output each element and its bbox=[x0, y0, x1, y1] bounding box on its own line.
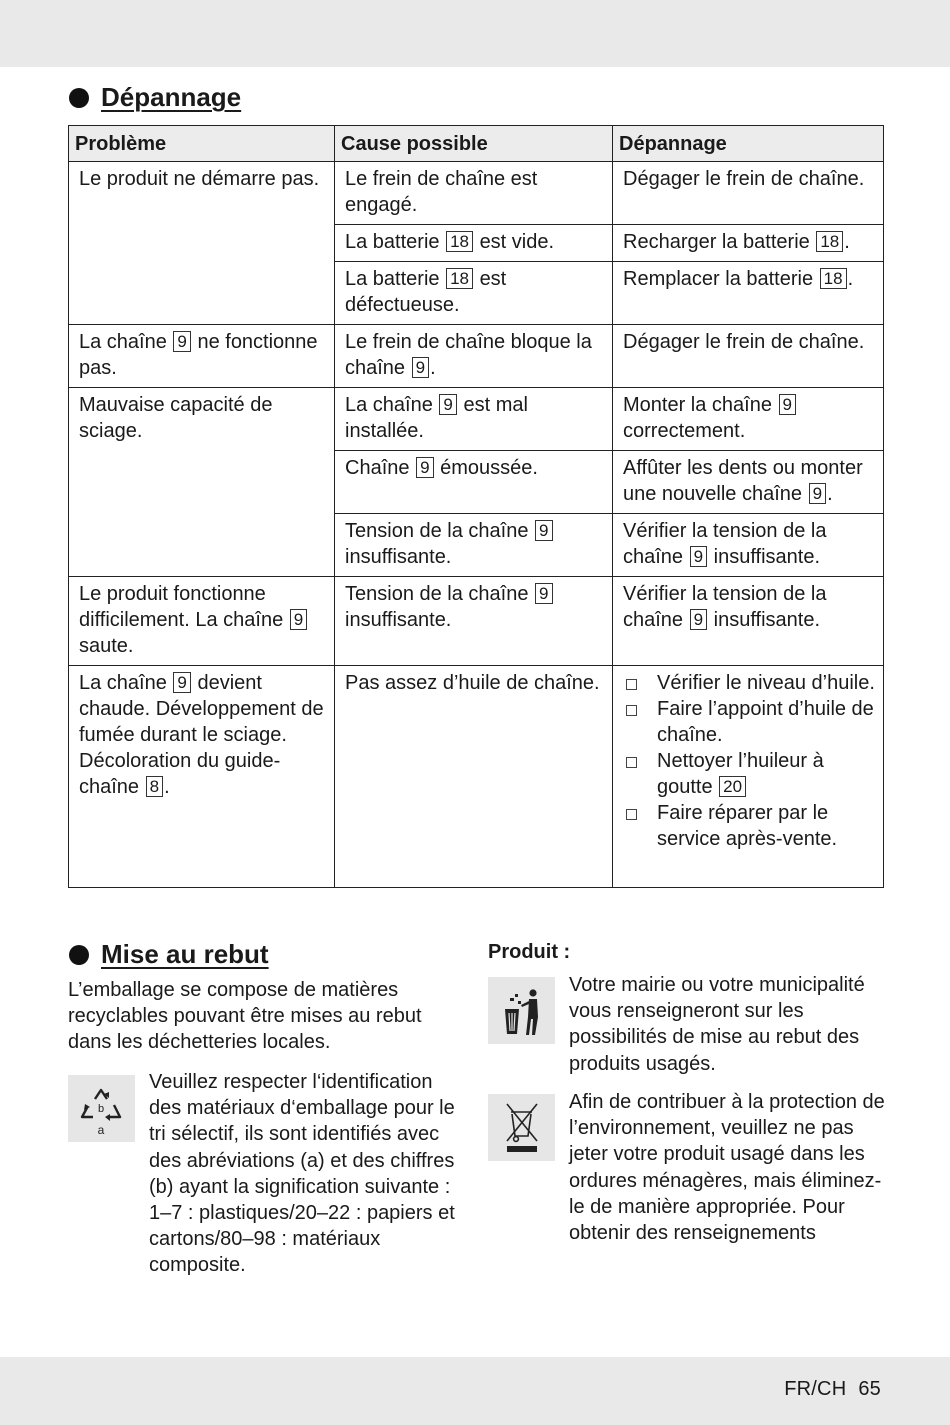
problem-cell bbox=[69, 577, 335, 666]
cell-text: est vide. bbox=[479, 231, 555, 253]
part-ref: 9 bbox=[173, 331, 190, 352]
hollow-square-icon bbox=[626, 757, 637, 768]
product-text-1: Votre mairie ou votre municipalité vous renseigneront sur les possibilités de mise au rebut des produits usagés. bbox=[569, 974, 865, 1075]
cell-text: insuffisante. bbox=[713, 546, 821, 568]
cell-text: ne fonctionne pas. bbox=[79, 331, 318, 379]
cell-text: Tension de la chaîne bbox=[345, 520, 529, 542]
top-band bbox=[0, 0, 950, 67]
cell-text: La batterie bbox=[345, 231, 440, 253]
cell-text: La chaîne bbox=[345, 394, 433, 416]
list-item bbox=[623, 696, 875, 748]
fix-cell bbox=[613, 225, 884, 262]
fix-cell bbox=[613, 666, 884, 888]
header-fix: Dépannage bbox=[613, 126, 884, 162]
part-ref: 9 bbox=[290, 609, 307, 630]
part-ref: 8 bbox=[146, 776, 163, 797]
part-ref: 9 bbox=[416, 457, 433, 478]
filled-circle-icon bbox=[69, 88, 89, 108]
cause-cell: Pas assez d’huile de chaîne. bbox=[335, 666, 613, 888]
recycling-text: Veuillez respecter l‘identification des matériaux d‘emballage pour le tri sélectif, ils sont identifiés avec des abréviations (a) et des chiffres (b) ayant la signification suivante : 1–7 : plastiques/20–22 : papiers et cartons/80–98 : matériaux composite. bbox=[149, 1071, 455, 1277]
table-row bbox=[69, 388, 884, 451]
recycle-label-b: b bbox=[97, 1103, 105, 1115]
cell-text: Tension de la chaîne bbox=[345, 583, 529, 605]
product-text-2: Afin de contribuer à la protection de l’environnement, veuillez ne pas jeter votre produit usagé dans les ordures ménagères, mais éliminez-le de manière appropriée. Pour obtenir des renseignements bbox=[569, 1091, 885, 1245]
section-title: Mise au rebut bbox=[101, 939, 269, 969]
list-item-text: Faire l’appoint d’huile de chaîne. bbox=[657, 698, 874, 746]
cell-text: Vérifier la tension de la chaîne bbox=[623, 520, 827, 568]
crossed-wheelie-bin-icon bbox=[488, 1094, 555, 1161]
part-ref: 9 bbox=[690, 609, 707, 630]
list-item bbox=[623, 670, 875, 696]
part-ref: 9 bbox=[535, 583, 552, 604]
hollow-square-icon bbox=[626, 809, 637, 820]
table-row bbox=[69, 666, 884, 888]
table-row bbox=[69, 577, 884, 666]
problem-cell: Mauvaise capacité de sciage. bbox=[69, 388, 335, 577]
table-row bbox=[69, 325, 884, 388]
cell-text: correctement. bbox=[623, 420, 746, 442]
cause-cell: Le frein de chaîne est engagé. bbox=[335, 162, 613, 225]
cell-text: insuffisante. bbox=[345, 546, 452, 568]
fix-cell: Dégager le frein de chaîne. bbox=[613, 162, 884, 225]
cell-text: Recharger la batterie bbox=[623, 231, 810, 253]
hollow-square-icon bbox=[626, 679, 637, 690]
part-ref: 9 bbox=[535, 520, 552, 541]
cell-text: La chaîne bbox=[79, 331, 167, 353]
cause-cell bbox=[335, 325, 613, 388]
list-item-text: Vérifier le niveau d’huile. bbox=[657, 672, 875, 694]
cause-cell bbox=[335, 388, 613, 451]
cell-text: Remplacer la batterie bbox=[623, 268, 814, 290]
cell-text: est défectueuse. bbox=[345, 268, 507, 316]
table-header-row bbox=[69, 126, 884, 162]
fix-list bbox=[623, 670, 875, 852]
list-item-text: Faire réparer par le service après-vente. bbox=[657, 802, 838, 850]
cause-cell bbox=[335, 514, 613, 577]
header-cause: Cause possible bbox=[335, 126, 613, 162]
part-ref: 9 bbox=[809, 483, 826, 504]
cell-text: . bbox=[847, 268, 854, 290]
cause-cell bbox=[335, 225, 613, 262]
recycle-label-a: a bbox=[97, 1123, 105, 1137]
fix-cell bbox=[613, 451, 884, 514]
cell-text: . bbox=[164, 776, 170, 798]
hollow-square-icon bbox=[626, 705, 637, 716]
part-ref: 18 bbox=[446, 231, 473, 252]
section-heading-troubleshooting bbox=[69, 82, 241, 113]
part-ref: 18 bbox=[446, 268, 473, 289]
part-ref: 9 bbox=[779, 394, 796, 415]
cell-text: devient chaude. Développement de fumée durant le sciage. Décoloration du guide-chaîne bbox=[79, 672, 324, 798]
cause-cell bbox=[335, 451, 613, 514]
cause-cell bbox=[335, 262, 613, 325]
troubleshooting-table bbox=[68, 125, 884, 888]
cell-text: est mal installée. bbox=[345, 394, 528, 442]
problem-cell bbox=[69, 666, 335, 888]
header-problem: Problème bbox=[69, 126, 335, 162]
list-item-text: Nettoyer l’huileur à goutte bbox=[657, 750, 824, 798]
section-title: Dépannage bbox=[101, 82, 242, 112]
cell-text: Vérifier la tension de la chaîne bbox=[623, 583, 827, 631]
problem-cell bbox=[69, 325, 335, 388]
cell-text: La chaîne bbox=[79, 672, 167, 694]
part-ref: 18 bbox=[816, 231, 843, 252]
cell-text: La batterie bbox=[345, 268, 440, 290]
cell-text: émoussée. bbox=[440, 457, 538, 479]
part-ref: 18 bbox=[820, 268, 847, 289]
cell-text: insuffisante. bbox=[713, 609, 821, 631]
page-footer bbox=[784, 1378, 881, 1401]
list-item bbox=[623, 800, 875, 852]
cell-text: . bbox=[827, 483, 833, 505]
cell-text: Affûter les dents ou monter une nouvelle chaîne bbox=[623, 457, 863, 505]
part-ref: 9 bbox=[412, 357, 429, 378]
tidyman-bin-icon bbox=[488, 977, 555, 1044]
page-number: 65 bbox=[858, 1378, 881, 1400]
problem-cell: Le produit ne démarre pas. bbox=[69, 162, 335, 325]
cell-text: Monter la chaîne bbox=[623, 394, 772, 416]
packaging-intro: L’emballage se compose de matières recyclables pouvant être mises au rebut dans les déchetteries locales. bbox=[68, 979, 422, 1054]
fix-cell bbox=[613, 388, 884, 451]
fix-cell bbox=[613, 262, 884, 325]
fix-cell bbox=[613, 514, 884, 577]
cell-text: Le produit fonctionne difficilement. La chaîne bbox=[79, 583, 284, 631]
fix-cell: Dégager le frein de chaîne. bbox=[613, 325, 884, 388]
table-row bbox=[69, 162, 884, 225]
list-item bbox=[623, 748, 875, 800]
cell-text: saute. bbox=[79, 635, 134, 657]
cell-text: . bbox=[430, 357, 436, 379]
cell-text: Chaîne bbox=[345, 457, 410, 479]
product-label: Produit : bbox=[488, 941, 571, 963]
part-ref: 9 bbox=[439, 394, 456, 415]
part-ref: 20 bbox=[719, 776, 746, 797]
section-heading-disposal bbox=[69, 939, 269, 970]
cell-text: Le frein de chaîne bloque la chaîne bbox=[345, 331, 592, 379]
cell-text: insuffisante. bbox=[345, 609, 452, 631]
part-ref: 9 bbox=[690, 546, 707, 567]
fix-cell bbox=[613, 577, 884, 666]
cause-cell bbox=[335, 577, 613, 666]
part-ref: 9 bbox=[173, 672, 190, 693]
filled-circle-icon bbox=[69, 945, 89, 965]
cell-text: . bbox=[844, 231, 850, 253]
recycling-triangle-icon bbox=[68, 1075, 135, 1142]
footer-locale: FR/CH bbox=[784, 1378, 847, 1400]
